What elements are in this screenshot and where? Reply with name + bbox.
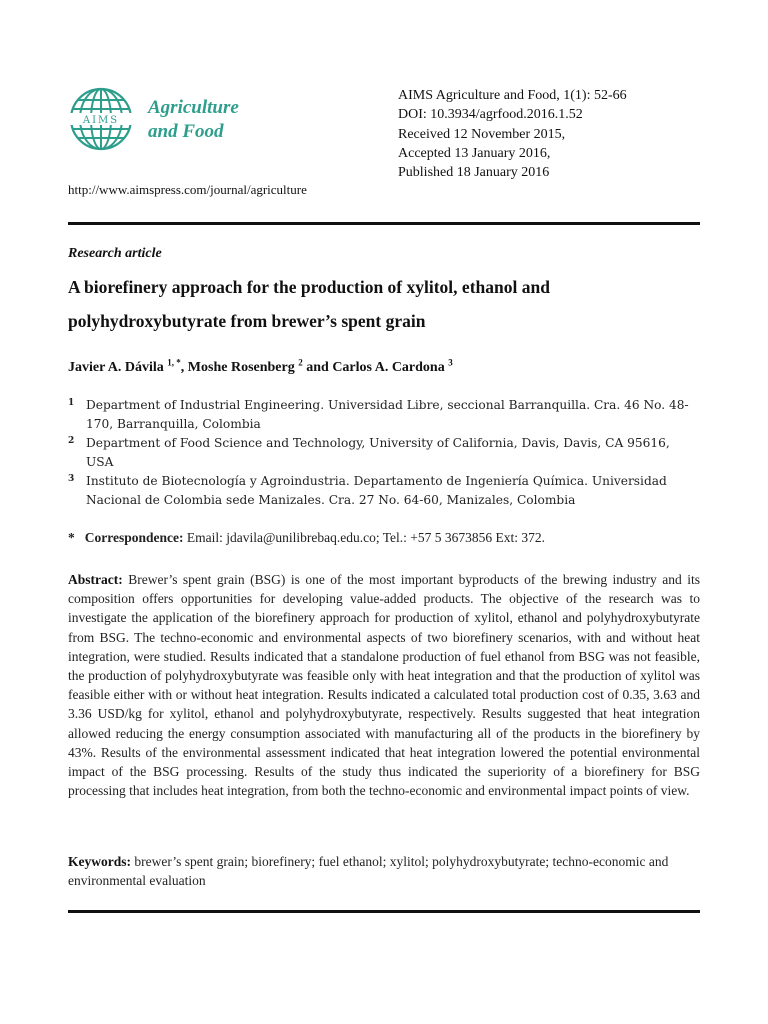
received-date: Received 12 November 2015, <box>398 126 566 142</box>
author-list <box>68 357 453 376</box>
article-type: Research article <box>68 246 162 261</box>
author-name: Moshe Rosenberg <box>187 360 295 375</box>
affiliation-number: 1 <box>68 398 75 408</box>
article-title <box>68 270 708 338</box>
keywords-label: Keywords: <box>68 854 131 869</box>
affiliation-text: Department of Food Science and Technology, University of California, Davis, Davis, CA 95616, USA <box>86 436 670 469</box>
citation: AIMS Agriculture and Food, 1(1): 52-66 <box>398 88 627 103</box>
author-separator: , <box>180 360 188 375</box>
journal-name <box>148 96 239 144</box>
correspondence-text: Email: jdavila@unilibrebaq.edu.co; Tel.: +57 5 3673856 Ext: 372. <box>183 530 546 545</box>
author-affil-sup: 2 <box>298 357 303 368</box>
journal-name-line1: Agriculture <box>148 97 239 118</box>
published-date: Published 18 January 2016 <box>398 165 550 181</box>
abstract <box>68 570 700 800</box>
affiliation-list <box>68 396 700 510</box>
author-affil-sup: 3 <box>448 357 453 368</box>
aims-globe-logo <box>68 86 134 152</box>
affiliation-item <box>68 472 700 510</box>
correspondence-star: * <box>68 530 75 545</box>
affiliation-text: Department of Industrial Engineering. Universidad Libre, seccional Barranquilla. Cra. 46 No. 48-170, Barranquilla, Colombia <box>86 398 689 431</box>
affiliation-item <box>68 396 700 434</box>
affiliation-number: 3 <box>68 474 75 484</box>
journal-name-line2: and Food <box>148 121 224 142</box>
correspondence <box>68 530 545 546</box>
keywords <box>68 852 700 890</box>
journal-url-link[interactable]: http://www.aimspress.com/journal/agriculture <box>68 182 307 197</box>
doi: DOI: 10.3934/agrfood.2016.1.52 <box>398 107 583 123</box>
abstract-text: Brewer’s spent grain (BSG) is one of the most important byproducts of the brewing industry and its composition offers opportunities for developing value-added products. The objective of the research was to investigate the application of the biorefinery approach for production of xylitol, ethanol and polyhydroxybutyrate from BSG. The techno-economic and environmental aspects of two biorefinery scenarios, with and without heat integration, were studied. Results indicated that a standalone production of fuel ethanol from BSG was not feasible, the production of polyhydroxybutyrate was feasible only with heat integration and that the production of xylitol was feasible either with or without heat integration. Results indicated a calculated total production cost of 0.35, 3.63 and 3.36 USD/kg for xylitol, ethanol and polyhydroxybutyrate, respectively. Results suggested that heat integration allowed reducing the energy consumption associated with manufacturing all of the products in the biorefinery by 43%. Results of the environmental assessment indicated that heat integration lowered the potential environmental impact of the BSG processing. Results of the study thus indicated the superiority of a biorefinery for BSG processing that includes heat integration, from both the techno-economic and environmental impact points of view. <box>68 572 700 799</box>
svg-text:AIMS: AIMS <box>82 115 120 126</box>
abstract-label: Abstract: <box>68 572 123 587</box>
affiliation-text: Instituto de Biotecnología y Agroindustria. Departamento de Ingeniería Química. Universidad Nacional de Colombia sede Manizales. Cra. 27 No. 64-60, Manizales, Colombia <box>86 474 667 507</box>
affiliation-item <box>68 434 700 472</box>
affiliation-number: 2 <box>68 436 75 446</box>
keywords-text: brewer’s spent grain; biorefinery; fuel ethanol; xylitol; polyhydroxybutyrate; techno-economic and environmental evaluation <box>68 854 669 889</box>
footer-divider <box>68 910 700 913</box>
accepted-date: Accepted 13 January 2016, <box>398 145 551 161</box>
author-name: Javier A. Dávila <box>68 360 164 375</box>
article-metadata <box>398 86 627 182</box>
header-divider <box>68 222 700 225</box>
correspondence-label: Correspondence: <box>84 530 184 545</box>
title-line1: A biorefinery approach for the production of xylitol, ethanol and <box>68 277 550 297</box>
title-line2: polyhydroxybutyrate from brewer’s spent grain <box>68 311 426 331</box>
author-separator: and <box>302 360 333 375</box>
author-affil-sup: 1, * <box>167 357 181 368</box>
author-name: Carlos A. Cardona <box>332 360 445 375</box>
